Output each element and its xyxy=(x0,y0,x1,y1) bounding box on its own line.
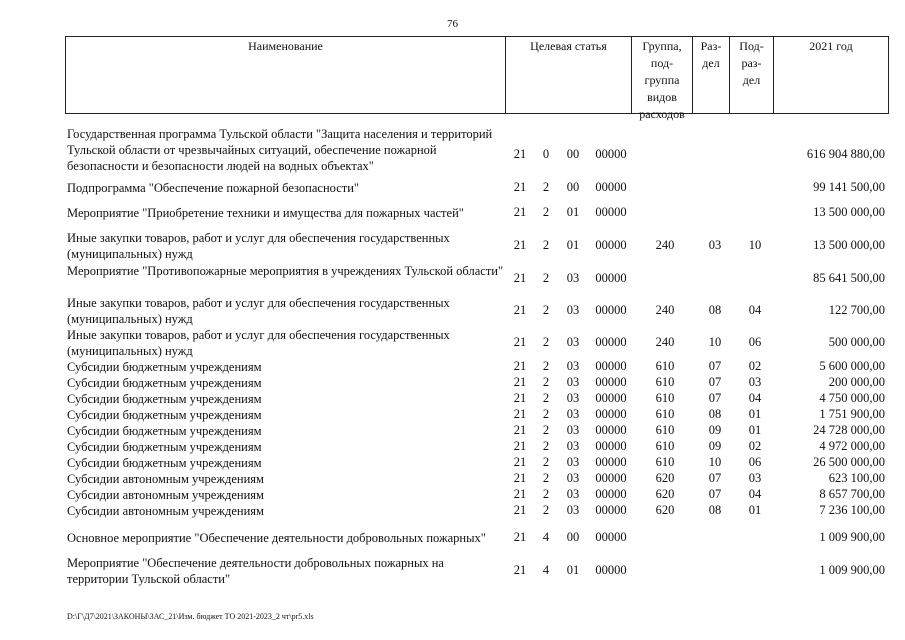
row-name: Субсидии бюджетным учреждениям xyxy=(67,456,262,470)
cell-amount: 122 700,00 xyxy=(828,303,885,317)
cell-c2: 2 xyxy=(542,238,550,252)
cell-sub: 03 xyxy=(748,471,762,485)
cell-c2: 2 xyxy=(542,407,550,421)
cell-c1: 21 xyxy=(513,147,527,161)
cell-sub: 01 xyxy=(748,423,762,437)
table-row xyxy=(0,180,905,196)
row-name: Мероприятие "Противопожарные мероприятия в учреждениях Тульской области" xyxy=(67,264,504,278)
cell-amount: 1 751 900,00 xyxy=(819,407,885,421)
row-name: Подпрограмма "Обеспечение пожарной безопасности" xyxy=(67,181,360,195)
cell-c4: 00000 xyxy=(595,271,627,285)
cell-sec: 09 xyxy=(708,423,722,437)
table-row xyxy=(0,205,905,221)
cell-c3: 03 xyxy=(566,391,580,405)
cell-amount: 8 657 700,00 xyxy=(819,487,885,501)
row-name: Субсидии бюджетным учреждениям xyxy=(67,440,262,454)
cell-amount: 1 009 900,00 xyxy=(819,563,885,577)
cell-sec: 07 xyxy=(708,471,722,485)
cell-c1: 21 xyxy=(513,503,527,517)
cell-sub: 01 xyxy=(748,503,762,517)
cell-amount: 13 500 000,00 xyxy=(813,205,885,219)
cell-c3: 03 xyxy=(566,455,580,469)
cell-sec: 03 xyxy=(708,238,722,252)
cell-grp: 620 xyxy=(655,471,675,485)
cell-c1: 21 xyxy=(513,391,527,405)
cell-c2: 0 xyxy=(542,147,550,161)
cell-c2: 2 xyxy=(542,487,550,501)
cell-c2: 2 xyxy=(542,303,550,317)
cell-c4: 00000 xyxy=(595,205,627,219)
cell-amount: 7 236 100,00 xyxy=(819,503,885,517)
cell-c1: 21 xyxy=(513,238,527,252)
cell-c1: 21 xyxy=(513,205,527,219)
cell-sec: 08 xyxy=(708,303,722,317)
cell-c3: 03 xyxy=(566,359,580,373)
cell-grp: 620 xyxy=(655,503,675,517)
cell-c1: 21 xyxy=(513,375,527,389)
cell-sub: 04 xyxy=(748,303,762,317)
cell-c2: 2 xyxy=(542,423,550,437)
table-row xyxy=(0,327,905,359)
cell-amount: 4 750 000,00 xyxy=(819,391,885,405)
row-name: Субсидии бюджетным учреждениям xyxy=(67,408,262,422)
row-name: Государственная программа Тульской области "Защита населения и территорий Тульской области от чрезвычайных ситуаций, обеспечение пожарной безопасности и безопасности людей на водных объектах" xyxy=(67,127,493,173)
cell-grp: 610 xyxy=(655,439,675,453)
table-row xyxy=(0,487,905,503)
cell-sec: 10 xyxy=(708,455,722,469)
row-name: Субсидии бюджетным учреждениям xyxy=(67,392,262,406)
cell-c4: 00000 xyxy=(595,335,627,349)
cell-sub: 06 xyxy=(748,455,762,469)
table-row xyxy=(0,126,905,174)
cell-c3: 00 xyxy=(566,147,580,161)
row-name: Мероприятие "Приобретение техники и имущества для пожарных частей" xyxy=(67,206,464,220)
cell-c2: 2 xyxy=(542,375,550,389)
row-name: Основное мероприятие "Обеспечение деятельности добровольных пожарных" xyxy=(67,531,486,545)
cell-grp: 610 xyxy=(655,391,675,405)
cell-c4: 00000 xyxy=(595,391,627,405)
row-name: Субсидии бюджетным учреждениям xyxy=(67,424,262,438)
cell-c3: 03 xyxy=(566,439,580,453)
cell-c2: 2 xyxy=(542,271,550,285)
page-number: 76 xyxy=(447,18,458,30)
table-row xyxy=(0,439,905,455)
table-row xyxy=(0,359,905,375)
cell-c3: 03 xyxy=(566,423,580,437)
cell-c3: 03 xyxy=(566,471,580,485)
table-row xyxy=(0,471,905,487)
cell-c2: 2 xyxy=(542,180,550,194)
file-path-footer: D:\Г\Д7\2021\ЗАКОНЫ\ЗАС_21\Изм. бюджет ТО 2021-2023_2 чт\pr5.xls xyxy=(67,612,314,621)
cell-c4: 00000 xyxy=(595,439,627,453)
cell-c1: 21 xyxy=(513,303,527,317)
cell-c3: 00 xyxy=(566,530,580,544)
cell-sub: 10 xyxy=(748,238,762,252)
cell-c3: 03 xyxy=(566,271,580,285)
cell-c1: 21 xyxy=(513,335,527,349)
cell-c2: 4 xyxy=(542,530,550,544)
cell-c4: 00000 xyxy=(595,238,627,252)
cell-amount: 623 100,00 xyxy=(828,471,885,485)
table-row xyxy=(0,407,905,423)
table-row xyxy=(0,423,905,439)
table-row xyxy=(0,503,905,519)
cell-sub: 06 xyxy=(748,335,762,349)
cell-sub: 02 xyxy=(748,359,762,373)
header-group: Группа, под- группа видов расходов xyxy=(632,37,693,113)
cell-c4: 00000 xyxy=(595,180,627,194)
cell-c3: 03 xyxy=(566,487,580,501)
cell-c1: 21 xyxy=(513,471,527,485)
cell-c4: 00000 xyxy=(595,375,627,389)
cell-sub: 01 xyxy=(748,407,762,421)
cell-c1: 21 xyxy=(513,530,527,544)
cell-c3: 01 xyxy=(566,205,580,219)
cell-c1: 21 xyxy=(513,487,527,501)
cell-grp: 240 xyxy=(655,238,675,252)
cell-c4: 00000 xyxy=(595,455,627,469)
cell-sub: 02 xyxy=(748,439,762,453)
cell-sec: 10 xyxy=(708,335,722,349)
header-name: Наименование xyxy=(66,37,506,113)
table-row xyxy=(0,230,905,262)
row-name: Иные закупки товаров, работ и услуг для обеспечения государственных (муниципальных) нужд xyxy=(67,328,450,358)
cell-c4: 00000 xyxy=(595,487,627,501)
row-name: Субсидии автономным учреждениям xyxy=(67,472,264,486)
cell-c2: 2 xyxy=(542,335,550,349)
cell-c2: 2 xyxy=(542,205,550,219)
cell-amount: 200 000,00 xyxy=(828,375,885,389)
cell-c4: 00000 xyxy=(595,303,627,317)
cell-grp: 610 xyxy=(655,375,675,389)
header-section: Раз- дел xyxy=(693,37,730,113)
table-row xyxy=(0,530,905,546)
cell-grp: 610 xyxy=(655,455,675,469)
cell-c4: 00000 xyxy=(595,423,627,437)
cell-grp: 610 xyxy=(655,359,675,373)
cell-sec: 07 xyxy=(708,359,722,373)
header-target: Целевая статья xyxy=(506,37,632,113)
cell-c1: 21 xyxy=(513,271,527,285)
cell-c2: 2 xyxy=(542,471,550,485)
cell-c2: 2 xyxy=(542,359,550,373)
cell-sub: 03 xyxy=(748,375,762,389)
cell-c1: 21 xyxy=(513,423,527,437)
cell-amount: 500 000,00 xyxy=(828,335,885,349)
cell-c3: 01 xyxy=(566,238,580,252)
cell-c3: 03 xyxy=(566,375,580,389)
cell-sub: 04 xyxy=(748,391,762,405)
cell-c4: 00000 xyxy=(595,530,627,544)
cell-c4: 00000 xyxy=(595,471,627,485)
cell-c2: 2 xyxy=(542,503,550,517)
cell-c3: 03 xyxy=(566,335,580,349)
header-subsection: Под- раз- дел xyxy=(730,37,774,113)
cell-amount: 616 904 880,00 xyxy=(806,147,885,161)
cell-c3: 03 xyxy=(566,407,580,421)
cell-c4: 00000 xyxy=(595,563,627,577)
cell-c2: 2 xyxy=(542,455,550,469)
cell-grp: 240 xyxy=(655,303,675,317)
cell-c1: 21 xyxy=(513,439,527,453)
cell-c3: 00 xyxy=(566,180,580,194)
cell-grp: 610 xyxy=(655,407,675,421)
cell-sec: 09 xyxy=(708,439,722,453)
cell-c4: 00000 xyxy=(595,407,627,421)
cell-c1: 21 xyxy=(513,455,527,469)
cell-c3: 03 xyxy=(566,303,580,317)
cell-amount: 99 141 500,00 xyxy=(813,180,885,194)
cell-c1: 21 xyxy=(513,359,527,373)
row-name: Субсидии бюджетным учреждениям xyxy=(67,360,262,374)
cell-sec: 07 xyxy=(708,487,722,501)
cell-c2: 2 xyxy=(542,391,550,405)
header-year: 2021 год xyxy=(809,39,853,53)
row-name: Субсидии бюджетным учреждениям xyxy=(67,376,262,390)
row-name: Мероприятие "Обеспечение деятельности добровольных пожарных на территории Тульской области" xyxy=(67,556,444,586)
cell-sec: 07 xyxy=(708,391,722,405)
table-row xyxy=(0,295,905,327)
cell-amount: 4 972 000,00 xyxy=(819,439,885,453)
cell-sec: 08 xyxy=(708,503,722,517)
cell-c3: 01 xyxy=(566,563,580,577)
cell-sec: 07 xyxy=(708,375,722,389)
table-row xyxy=(0,455,905,471)
row-name: Субсидии автономным учреждениям xyxy=(67,504,264,518)
cell-grp: 620 xyxy=(655,487,675,501)
cell-c2: 4 xyxy=(542,563,550,577)
table-row xyxy=(0,263,905,295)
cell-sub: 04 xyxy=(748,487,762,501)
cell-grp: 240 xyxy=(655,335,675,349)
cell-amount: 85 641 500,00 xyxy=(813,271,885,285)
cell-c1: 21 xyxy=(513,407,527,421)
row-name: Иные закупки товаров, работ и услуг для обеспечения государственных (муниципальных) нужд xyxy=(67,296,450,326)
cell-amount: 26 500 000,00 xyxy=(813,455,885,469)
cell-c3: 03 xyxy=(566,503,580,517)
cell-amount: 1 009 900,00 xyxy=(819,530,885,544)
cell-c4: 00000 xyxy=(595,359,627,373)
cell-amount: 5 600 000,00 xyxy=(819,359,885,373)
cell-grp: 610 xyxy=(655,423,675,437)
cell-c4: 00000 xyxy=(595,147,627,161)
table-row xyxy=(0,555,905,587)
cell-c4: 00000 xyxy=(595,503,627,517)
cell-c1: 21 xyxy=(513,563,527,577)
row-name: Субсидии автономным учреждениям xyxy=(67,488,264,502)
cell-c1: 21 xyxy=(513,180,527,194)
table-header xyxy=(65,36,889,121)
cell-sec: 08 xyxy=(708,407,722,421)
cell-amount: 24 728 000,00 xyxy=(813,423,885,437)
table-row xyxy=(0,375,905,391)
table-row xyxy=(0,391,905,407)
cell-amount: 13 500 000,00 xyxy=(813,238,885,252)
row-name: Иные закупки товаров, работ и услуг для обеспечения государственных (муниципальных) нужд xyxy=(67,231,450,261)
cell-c2: 2 xyxy=(542,439,550,453)
